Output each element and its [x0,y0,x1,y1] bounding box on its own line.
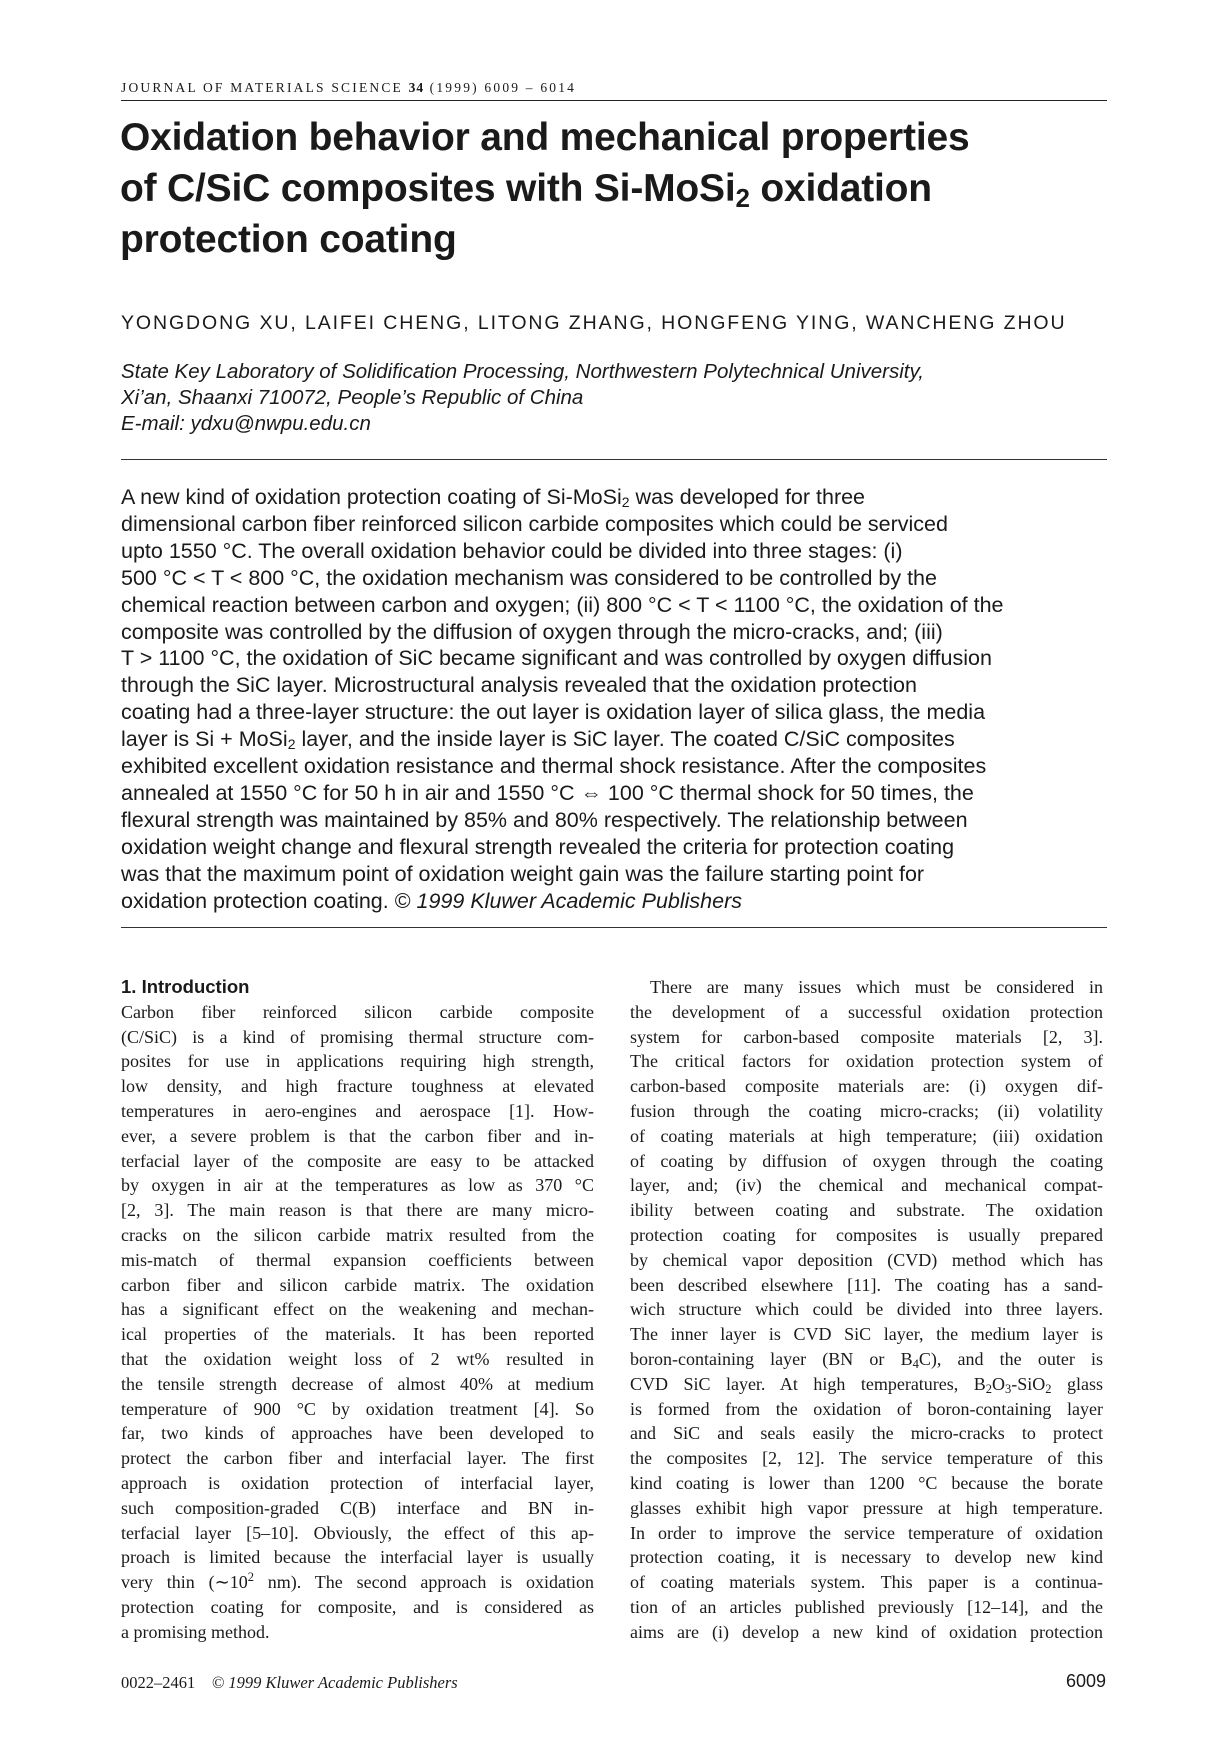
text-line: carbon-based composite materials are: (i) oxygen dif- [630,1076,1103,1097]
text-line: Carbon fiber reinforced silicon carbide composite [121,1001,594,1022]
journal-year-pages: (1999) 6009 – 6014 [429,80,577,95]
text-line: tion of an articles published previously [12–14], and the [630,1596,1103,1617]
affiliation-line-2: Xi’an, Shaanxi 710072, People’s Republic of China [121,386,584,409]
text-line: terfacial layer [5–10]. Obviously, the effect of this ap- [121,1522,594,1543]
text-line: the development of a successful oxidation protection [630,1001,1103,1022]
text-line: of coating materials system. This paper is a continua- [630,1572,1103,1593]
text-line: fusion through the coating micro-cracks; (ii) volatility [630,1100,1103,1121]
divider-bottom [121,927,1107,928]
journal-header [121,80,1107,101]
text-line: (C/SiC) is a kind of promising thermal structure com- [121,1026,594,1047]
text-line: protection coating, it is necessary to develop new kind [630,1547,1103,1568]
page-number: 6009 [1065,1671,1106,1691]
affiliation-line-1: State Key Laboratory of Solidification Processing, Northwestern Polytechnical University, [121,360,924,383]
text-line: layer, and; (iv) the chemical and mechanical compat- [630,1175,1103,1196]
text-line: and SiC and seals easily the micro-cracks to protect [630,1423,1103,1444]
text-line: There are many issues which must be considered in [650,977,1103,997]
text-line: protection coating for composite, and is considered as [121,1596,594,1617]
text-line: by oxygen in air at the temperatures as low as 370 °C [121,1175,594,1196]
text-line: The critical factors for oxidation protection system of [630,1051,1103,1072]
text-line: mis-match of thermal expansion coefficients between [121,1249,594,1270]
title-line-1: Oxidation behavior and mechanical properties [120,116,970,159]
text-line: glasses exhibit high vapor pressure at high temperature. [630,1497,1103,1518]
text-line: approach is oxidation protection of interfacial layer, [121,1472,594,1493]
text-line: aims are (i) develop a new kind of oxidation protection [630,1621,1103,1642]
text-line: such composition-graded C(B) interface and BN in- [121,1497,594,1518]
footer-issn-copyright [121,1673,458,1693]
journal-volume: 34 [408,80,425,95]
text-line: protection coating for composites is usually prepared [630,1224,1103,1245]
text-line: CVD SiC layer. At high temperatures, $B_2O_3-SiO_2$ glass [630,1373,1104,1396]
text-line: protect the carbon fiber and interfacial layer. The first [121,1448,594,1469]
text-line: been described elsewhere [11]. The coating has a sand- [630,1274,1103,1295]
text-line: carbon fiber and silicon carbide matrix. The oxidation [121,1274,594,1295]
title-line-3: protection coating [120,218,457,261]
text-line: wich structure which could be divided into three layers. [630,1299,1103,1320]
journal-name: JOURNAL OF MATERIALS SCIENCE [121,80,403,95]
issn: 0022–2461 [121,1673,196,1692]
text-line: that the oxidation weight loss of 2 wt% resulted in [121,1348,594,1369]
text-line: cracks on the silicon carbide matrix resulted from the [121,1224,594,1245]
text-line: far, two kinds of approaches have been developed to [121,1423,594,1444]
text-line: boron-containing layer (BN or $B_4C$), and the outer is [630,1348,1103,1371]
title-line-2: of C/SiC composites with Si-MoSi$_2$ oxidation [120,167,932,213]
affiliation [121,359,1111,437]
text-line: terfacial layer of the composite are easy to be attacked [121,1150,594,1171]
text-line: system for carbon-based composite materials [2, 3]. [630,1026,1103,1047]
copyright: © 1999 Kluwer Academic Publishers [211,1673,458,1692]
text-line: of coating materials at high temperature; (iii) oxidation [630,1125,1103,1146]
text-line: very thin ($\sim 10^2$ nm). The second approach is oxidation [121,1570,594,1593]
text-line: a promising method. [121,1621,270,1642]
intro-right-column [630,975,1103,1645]
text-line: by chemical vapor deposition (CVD) method which has [630,1249,1103,1270]
text-line: [2, 3]. The main reason is that there are many micro- [121,1200,594,1221]
text-line: kind coating is lower than 1200 °C because the borate [630,1472,1103,1493]
text-line: ical properties of the materials. It has been reported [121,1324,594,1345]
text-line: the tensile strength decrease of almost 40% at medium [121,1373,594,1394]
text-line: temperature of 900 °C by oxidation treatment [4]. So [121,1398,594,1419]
abstract: A new kind of oxidation protection coating of Si-MoSi$_2$ was developed for three dimensional carbon fiber reinforced silicon carbide composites which could be serviced upto 1550 °C. The overall oxidation behavior could be divided into three stages: (i) 500 °C < T < 800 °C, the oxidation mechanism was considered to be controlled by the chemical reaction between carbon and oxygen; (ii) 800 °C < T < 1100 °C, the oxidation of the composite was controlled by the diffusion of oxygen through the micro-cracks, and; (iii) T > 1100 °C, the oxidation of SiC became significant and was controlled by oxygen diffusion through the SiC layer. Microstructural analysis revealed that the oxidation protection coating had a three-layer structure: the out layer is oxidation layer of silica glass, the media layer is Si + MoSi$_2$ layer, and the inside layer is SiC layer. The coated C/SiC composites exhibited excellent oxidation resistance and thermal shock resistance. After the composites annealed at 1550 °C for 50 h in air and 1550 °C ⇔ 100 °C thermal shock for 50 times, the flexural strength was maintained by 85% and 80% respectively. The relationship between oxidation weight change and flexural strength revealed the criteria for protection coating was that the maximum point of oxidation weight gain was the failure starting point for oxidation protection coating. © 1999 Kluwer Academic Publishers [121,485,1004,913]
intro-left-column [121,975,594,1645]
section-heading: 1. Introduction [121,976,250,997]
author-list: YONGDONG XU, LAIFEI CHENG, LITONG ZHANG, HONGFENG YING, WANCHENG ZHOU [121,312,1067,334]
text-line: posites for use in applications requiring high strength, [121,1051,594,1072]
text-line: proach is limited because the interfacial layer is usually [121,1547,594,1568]
text-line: The inner layer is CVD SiC layer, the medium layer is [630,1324,1103,1345]
paper-title [120,112,1110,265]
divider-top [121,459,1107,460]
author-email: E-mail: ydxu@nwpu.edu.cn [121,412,371,435]
text-line: the composites [2, 12]. The service temperature of this [630,1448,1103,1469]
text-line: temperatures in aero-engines and aerospace [1]. How- [121,1100,594,1121]
text-line: ever, a severe problem is that the carbon fiber and in- [121,1125,594,1146]
text-line: is formed from the oxidation of boron-containing layer [630,1398,1103,1419]
text-line: has a significant effect on the weakening and mechan- [121,1299,594,1320]
text-line: of coating by diffusion of oxygen through the coating [630,1150,1103,1171]
text-line: ibility between coating and substrate. The oxidation [630,1200,1103,1221]
text-line: In order to improve the service temperature of oxidation [630,1522,1103,1543]
text-line: low density, and high fracture toughness at elevated [121,1076,594,1097]
